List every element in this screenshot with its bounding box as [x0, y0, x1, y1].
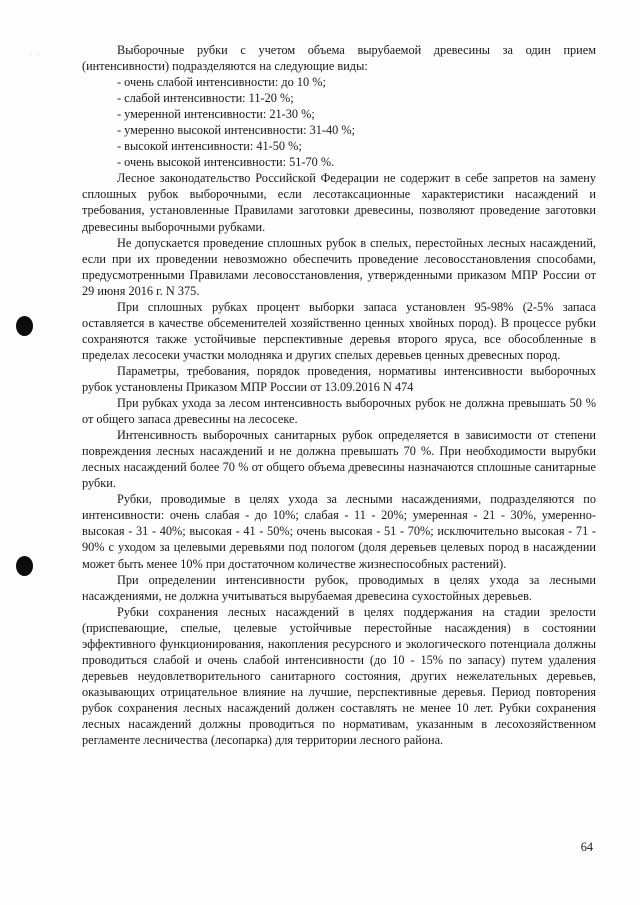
paragraph: При определении интенсивности рубок, проводимых в целях ухода за лесными насаждениями, не должна учитываться вырубаемая древесина сухостойных деревьев. — [82, 572, 596, 603]
paragraph: Параметры, требования, порядок проведения, нормативы интенсивности выборочных рубок установлены Приказом МПР России от 13.09.2016 N 474 — [82, 363, 596, 394]
list-item: - умеренной интенсивности: 21-30 %; — [117, 107, 315, 122]
paragraph: При сплошных рубках процент выборки запаса установлен 95-98% (2-5% запаса оставляется в качестве обсеменителей хозяйственно ценных хвойных пород). В процессе рубки сохраняются также устойчивые перспективные деревья второго яруса, все обособленные в пределах лесосеки участки молодняка и других спелых деревьев ценных древесных пород. — [82, 299, 596, 362]
page-number: 64 — [580, 840, 593, 854]
list-item: - слабой интенсивности: 11-20 %; — [117, 91, 294, 106]
scan-speck: · · — [30, 52, 42, 58]
paragraph: Рубки, проводимые в целях ухода за лесными насаждениями, подразделяются по интенсивности: очень слабая - до 10%; слабая - 11 - 20%; умеренная - 21 - 30%, умеренно-высокая - 31 - 40%; высокая - 41 - 50%; очень высокая - 51 - 70%; исключительно высокая - 71 - 90% с уходом за целевыми деревьями под пологом (доля деревьев целевых пород в насаждении может быть менее 10% при достаточном количестве жизнеспособных растений). — [82, 492, 596, 571]
punch-hole-top — [16, 316, 33, 336]
punch-hole-bottom — [16, 556, 33, 576]
paragraph: Лесное законодательство Российской Федерации не содержит в себе запретов на замену сплошных рубок выборочными, если лесотаксационные характеристики насаждений и требования, установленные Правилами заготовки древесины, позволяют проведение заготовки древесины выборочными рубками. — [82, 171, 596, 234]
paragraph: Выборочные рубки с учетом объема вырубаемой древесины за один прием (интенсивности) подразделяются на следующие виды: — [82, 43, 596, 74]
paragraph: Не допускается проведение сплошных рубок в спелых, перестойных лесных насаждений, если при их проведении невозможно обеспечить проведение лесовосстановления способами, предусмотренными Правилами лесовосстановления, утвержденными приказом МПР России от 29 июня 2016 г. N 375. — [82, 235, 596, 298]
paragraph: При рубках ухода за лесом интенсивность выборочных рубок не должна превышать 50 % от общего запаса древесины на лесосеке. — [82, 396, 596, 427]
document-body — [82, 42, 596, 748]
paragraph: Рубки сохранения лесных насаждений в целях поддержания на стадии зрелости (приспевающие, спелые, целевые устойчивые перестойные насаждения) в состоянии эффективного функционирования, накопления ресурсного и экологического потенциала должны проводиться слабой и очень слабой интенсивности (до 10 - 15% по запасу) путем удаления деревьев неудовлетворительного санитарного состояния, других нежелательных деревьев, оказывающих отрицательное влияние на лучшие, перспективные деревья. Период повторения рубок сохранения лесных насаждений должен составлять не менее 10 лет. Рубки сохранения лесных насаждений должны проводиться по нормативам, указанным в лесохозяйственном регламенте лесничества (лесопарка) для территории лесного района. — [82, 604, 596, 748]
list-item: - очень высокой интенсивности: 51-70 %. — [117, 155, 335, 170]
list-item: - высокой интенсивности: 41-50 %; — [117, 139, 302, 154]
list-item: - умеренно высокой интенсивности: 31-40 %; — [117, 123, 355, 138]
list-item: - очень слабой интенсивности: до 10 %; — [117, 75, 326, 90]
paragraph: Интенсивность выборочных санитарных рубок определяется в зависимости от степени повреждения лесных насаждений и не должна превышать 70 %. При необходимости вырубки лесных насаждений более 70 % от общего объема древесины назначаются сплошные санитарные рубки. — [82, 428, 596, 491]
